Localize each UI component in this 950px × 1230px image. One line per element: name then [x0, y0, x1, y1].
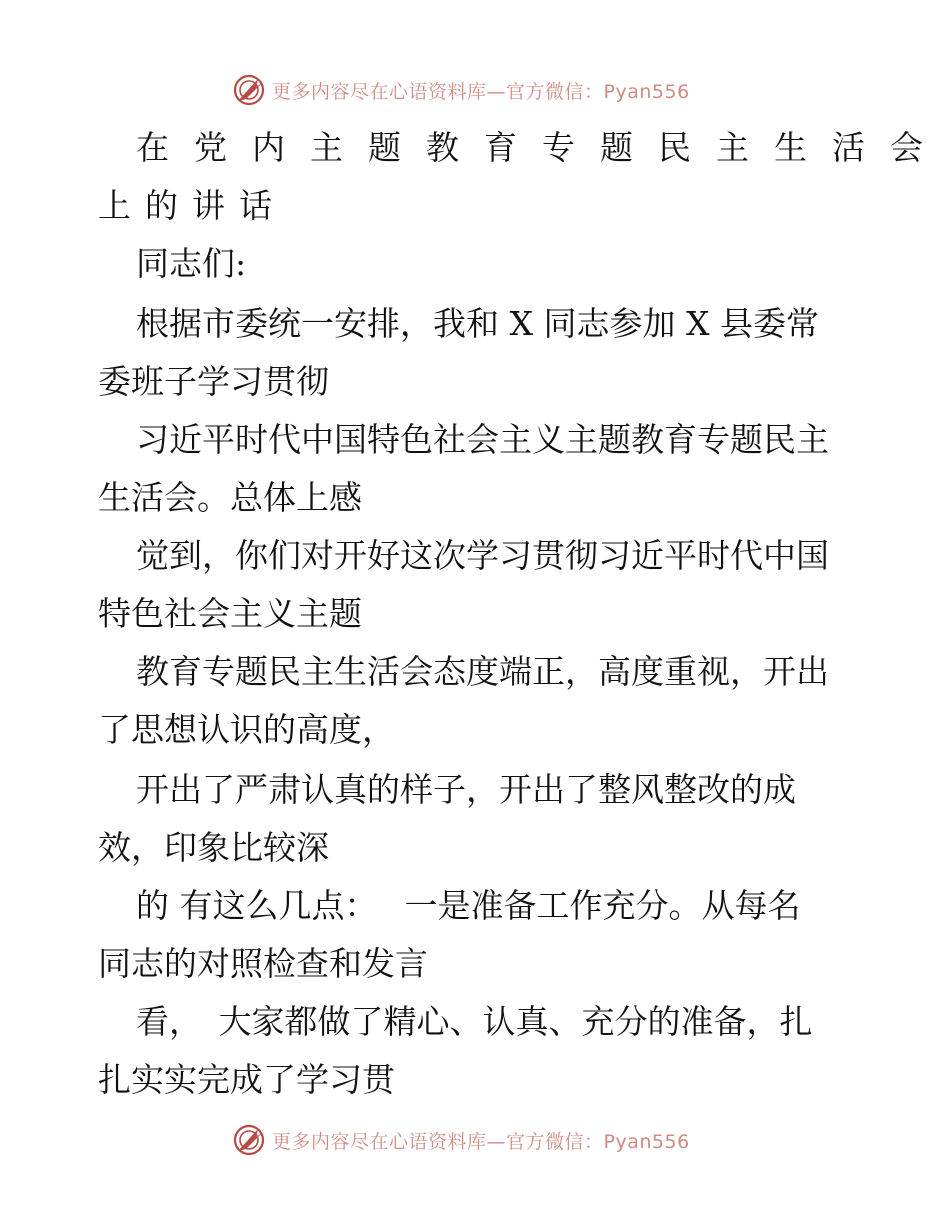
header-banner [232, 72, 752, 108]
paragraph-line: 看， 大家都做了精心、认真、充分的准备，扎 [136, 1002, 813, 1041]
paragraph-line: 根据市委统一安排，我和 X 同志参加 X 县委常 [136, 304, 819, 343]
paragraph-line: 委班子学习贯彻 [98, 362, 329, 401]
paragraph-line: 教育专题民主生活会态度端正，高度重视，开出 [136, 652, 829, 691]
quill-logo-icon [232, 1123, 266, 1157]
paragraph-line: 觉到，你们对开好这次学习贯彻习近平时代中国 [136, 536, 829, 575]
footer-banner [232, 1122, 752, 1158]
paragraph-line: 习近平时代中国特色社会主义主题教育专题民主 [136, 420, 829, 459]
document-title-line-2: 上的讲话 [98, 186, 286, 225]
paragraph-line: 生活会。总体上感 [98, 478, 362, 517]
banner-text: 更多内容尽在心语资料库—官方微信：Pyan556 [272, 1130, 690, 1153]
paragraph-line: 效，印象比较深 [98, 828, 329, 867]
banner-text: 更多内容尽在心语资料库—官方微信：Pyan556 [272, 80, 690, 103]
paragraph-line: 同志的对照检查和发言 [98, 944, 428, 983]
paragraph-line: 同志们: [136, 244, 247, 283]
paragraph-line: 特色社会主义主题 [98, 594, 362, 633]
paragraph-line: 的 有这么几点： 一是准备工作充分。从每名 [136, 886, 801, 925]
paragraph-line: 了思想认识的高度， [98, 710, 395, 749]
paragraph-line: 开出了严肃认真的样子，开出了整风整改的成 [136, 770, 796, 809]
document-title-line-1: 在党内主题教育专题民主生活会 [136, 128, 948, 167]
quill-logo-icon [232, 73, 266, 107]
paragraph-line: 扎实实完成了学习贯 [98, 1060, 395, 1099]
